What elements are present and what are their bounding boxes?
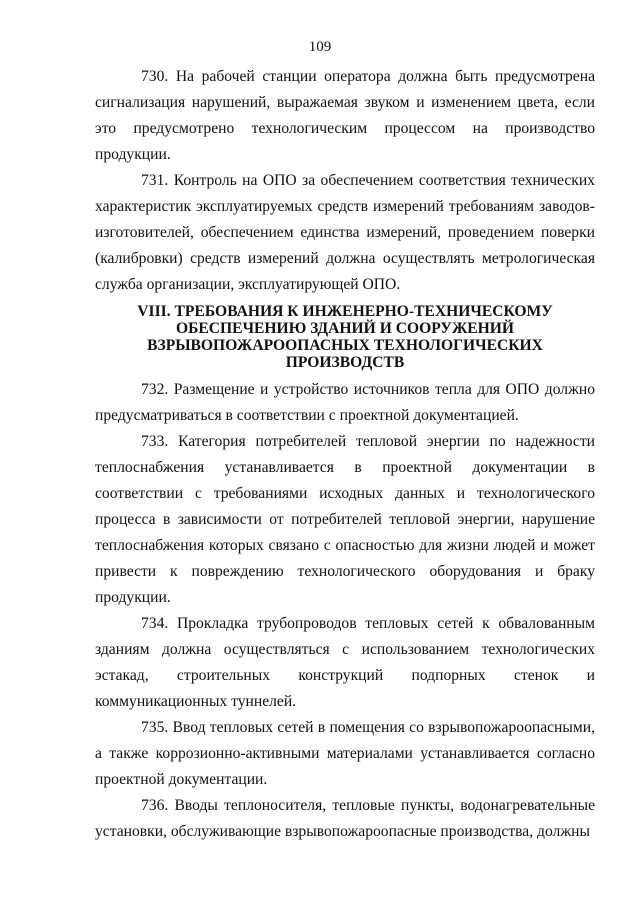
section-heading-line: ВЗРЫВОПОЖАРООПАСНЫХ ТЕХНОЛОГИЧЕСКИХ (147, 337, 543, 354)
page-number: 109 (308, 39, 332, 55)
paragraph-733: 733. Категория потребителей тепловой энергии по надежности теплоснабжения устанавливается в проектной документации в соответствии с требованиями исходных данных и технологического процесса в зависимости от потребителей тепловой энергии, нарушение теплоснабжения которых связано с опасностью для жизни людей и может привести к повреждению технологического оборудования и браку продукции. (95, 433, 595, 606)
section-heading-line: VIII. ТРЕБОВАНИЯ К ИНЖЕНЕРНО-ТЕХНИЧЕСКОМУ (137, 303, 553, 320)
paragraph-736: 736. Вводы теплоносителя, тепловые пункты, водонагревательные установки, обслуживающие взрывопожароопасные производства, должны (95, 797, 595, 840)
paragraph-735: 735. Ввод тепловых сетей в помещения со взрывопожароопасными, а также коррозионно-активными материалами устанавливается согласно проектной документации. (95, 719, 595, 788)
section-heading-line: ПРОИЗВОДСТВ (285, 354, 405, 371)
paragraph-734: 734. Прокладка трубопроводов тепловых сетей к обвалованным зданиям должна осуществляться с использованием технологических эстакад, строительных конструкций подпорных стенок и коммуникационных туннелей. (95, 615, 595, 710)
document-body (95, 64, 595, 845)
paragraph-730: 730. На рабочей станции оператора должна быть предусмотрена сигнализация нарушений, выражаемая звуком и изменением цвета, если это предусмотрено технологическим процессом на производство продукции. (95, 68, 595, 163)
section-heading-line: ОБЕСПЕЧЕНИЮ ЗДАНИЙ И СООРУЖЕНИЙ (175, 320, 515, 337)
section-heading (95, 303, 595, 371)
paragraph-732: 732. Размещение и устройство источников тепла для ОПО должно предусматриваться в соответствии с проектной документацией. (95, 381, 595, 424)
paragraph-731: 731. Контроль на ОПО за обеспечением соответствия технических характеристик эксплуатируемых средств измерений требованиям заводов-изготовителей, обеспечением единства измерений, проведением поверки (калибровки) средств измерений должна осуществлять метрологическая служба организации, эксплуатирующей ОПО. (95, 172, 595, 293)
